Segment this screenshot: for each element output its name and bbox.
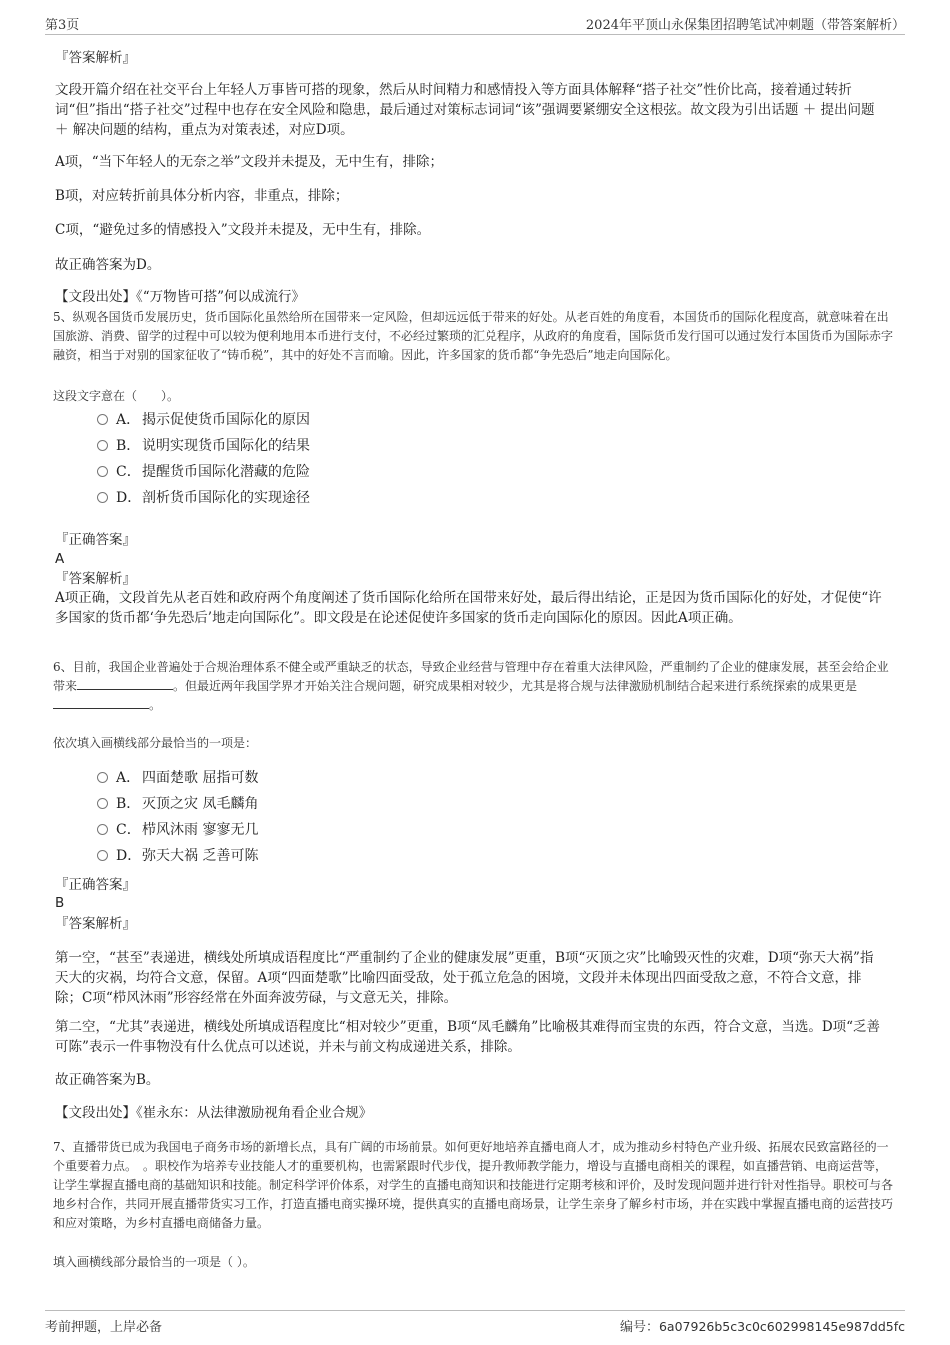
q6-option-c[interactable]: C．栉风沐雨 寥寥无几: [97, 821, 258, 839]
q4-source: 【文段出处】《“万物皆可搭”何以成流行》: [55, 289, 306, 305]
radio-icon[interactable]: [97, 440, 108, 451]
q6-analysis-paragraph-1: 第一空，“甚至”表递进，横线处所填成语程度比“严重制约了企业的健康发展”更重，B项“灭顶之灾”比喻毁灭性的灾难，D项“弥天大祸”指天大的灾祸，均符合文意，保留。A项“四面楚歌”比喻四面受敌，处于孤立危急的困境，文段并未体现出四面受敌之意，不符合文意，排除；C项“栉风沐雨”形容经常在外面奔波劳碌，与文意无关，排除。: [55, 950, 874, 1006]
radio-icon[interactable]: [97, 466, 108, 477]
q6-analysis-paragraph-2: 第二空，“尤其”表递进，横线处所填成语程度比“相对较少”更重，B项“凤毛麟角”比喻极其难得而宝贵的东西，符合文意，当选。D项“乏善可陈”表示一件事物没有什么优点可以述说，并未与前文构成递进关系，排除。: [55, 1019, 881, 1055]
q4-analysis-option-b: B项，对应转折前具体分析内容，非重点，排除；: [55, 188, 349, 204]
q4-conclusion: 故正确答案为D。: [55, 257, 161, 273]
q6-blank-2: [53, 696, 149, 709]
q6-answer: B: [55, 895, 65, 911]
radio-icon[interactable]: [97, 492, 108, 503]
q6-option-b[interactable]: B． 灭顶之灾 凤毛麟角: [97, 795, 258, 813]
q6-conclusion: 故正确答案为B。: [55, 1072, 160, 1088]
q4-analysis-paragraph: 文段开篇介绍在社交平台上年轻人万事皆可搭的现象，然后从时间精力和感情投入等方面具体解释“搭子社交”性价比高，接着通过转折词“但”指出“搭子社交”过程中也存在安全风险和隐患，最后通过对策标志词词“该”强调要紧绷安全这根弦。故文段为引出话题 ＋ 提出问题 ＋ 解决问题的结构，重点为对策表述，对应D项。: [55, 82, 875, 138]
q5-analysis-title: 『答案解析』: [55, 571, 136, 587]
q5-option-b[interactable]: B． 说明实现货币国际化的结果: [97, 437, 310, 455]
q5-answer-title: 『正确答案』: [55, 532, 136, 548]
radio-icon[interactable]: [97, 798, 108, 809]
radio-icon[interactable]: [97, 824, 108, 835]
q5-answer: A: [55, 551, 65, 567]
page-number: 第3页: [45, 18, 80, 33]
q4-analysis-option-c: C项，“避免过多的情感投入”文段并未提及，无中生有，排除。: [55, 222, 431, 238]
q5-option-a[interactable]: A． 揭示促使货币国际化的原因: [97, 411, 310, 429]
q6-stem: 6、目前，我国企业普遍处于合规治理体系不健全或严重缺乏的状态，导致企业经营与管理中存在着重大法律风险，严重制约了企业的健康发展，甚至会给企业带来 。但最近两年我国学界才开始关注合规问题，研究成果相对较少，尤其是将合规与法律激励机制结合起来进行系统探索的成果更是。: [53, 660, 889, 712]
page-header: [45, 12, 905, 35]
radio-icon[interactable]: [97, 850, 108, 861]
q5-stem: 5、纵观各国货币发展历史，货币国际化虽然给所在国带来一定风险，但却远远低于带来的好处。从老百姓的角度看，本国货币的国际化程度高，就意味着在出国旅游、消费、留学的过程中可以较为便利地用本币进行支付，不必经过繁琐的汇兑程序，从政府的角度看，国际货币发行国可以通过发行本国货币为国际赤字融资，相当于对别的国家征收了“铸币税”，其中的好处不言而喻。因此，许多国家的货币都“争先恐后”地走向国际化。: [53, 310, 894, 362]
q6-option-a[interactable]: A． 四面楚歌 屈指可数: [97, 769, 258, 787]
document-code: 编号：6a07926b5c3c0c602998145e987dd5fc: [619, 1319, 905, 1335]
q6-ask: 依次填入画横线部分最恰当的一项是：: [53, 736, 258, 750]
q6-answer-title: 『正确答案』: [55, 877, 136, 893]
q4-analysis-title: 『答案解析』: [55, 50, 136, 66]
document-title: 2024年平顶山永保集团招聘笔试冲刺题（带答案解析）: [585, 18, 905, 33]
q5-analysis: A项正确，文段首先从老百姓和政府两个角度阐述了货币国际化给所在国带来好处，最后得出结论，正是因为货币国际化的好处，才促使“许多国家的货币都‘争先恐后’地走向国际化”。即文段是在论述促使许多国家的货币走向国际化的原因。因此A项正确。: [55, 590, 882, 626]
radio-icon[interactable]: [97, 414, 108, 425]
q6-blank-1: [77, 677, 173, 690]
q5-option-d[interactable]: D．剖析货币国际化的实现途径: [97, 489, 310, 507]
q6-analysis-title: 『答案解析』: [55, 916, 136, 932]
q6-source: 【文段出处】《崔永东：从法律激励视角看企业合规》: [55, 1105, 373, 1121]
page-footer: [45, 1310, 905, 1335]
footer-slogan: 考前押题，上岸必备: [45, 1320, 163, 1335]
q7-stem: 7、直播带货已成为我国电子商务市场的新增长点，具有广阔的市场前景。如何更好地培养直播电商人才，成为推动乡村特色产业升级、拓展农民致富路径的一个重要着力点。 。职校作为培养专业技能人才的重要机构，也需紧跟时代步伐，提升教师教学能力，增设与直播电商相关的课程，如直播营销、电商运营等，让学生掌握直播电商的基础知识和技能。制定科学评价体系，对学生的直播电商知识和技能进行定期考核和评价，及时发现问题并进行针对性指导。职校可与各地乡村合作，共同开展直播带货实习工作，打造直播电商实操环境，提供真实的直播电商场景，让学生亲身了解乡村市场，并在实践中掌握直播电商的运营技巧和应对策略，为乡村直播电商储备力量。: [53, 1140, 894, 1230]
q7-ask: 填入画横线部分最恰当的一项是（ ）。: [53, 1255, 255, 1269]
q4-analysis-option-a: A项，“当下年轻人的无奈之举”文段并未提及，无中生有，排除；: [55, 154, 444, 170]
q5-ask: 这段文字意在（ ）。: [53, 389, 180, 403]
q6-option-d[interactable]: D．弥天大祸 乏善可陈: [97, 847, 258, 865]
q5-option-c[interactable]: C．提醒货币国际化潜藏的危险: [97, 463, 310, 481]
radio-icon[interactable]: [97, 772, 108, 783]
